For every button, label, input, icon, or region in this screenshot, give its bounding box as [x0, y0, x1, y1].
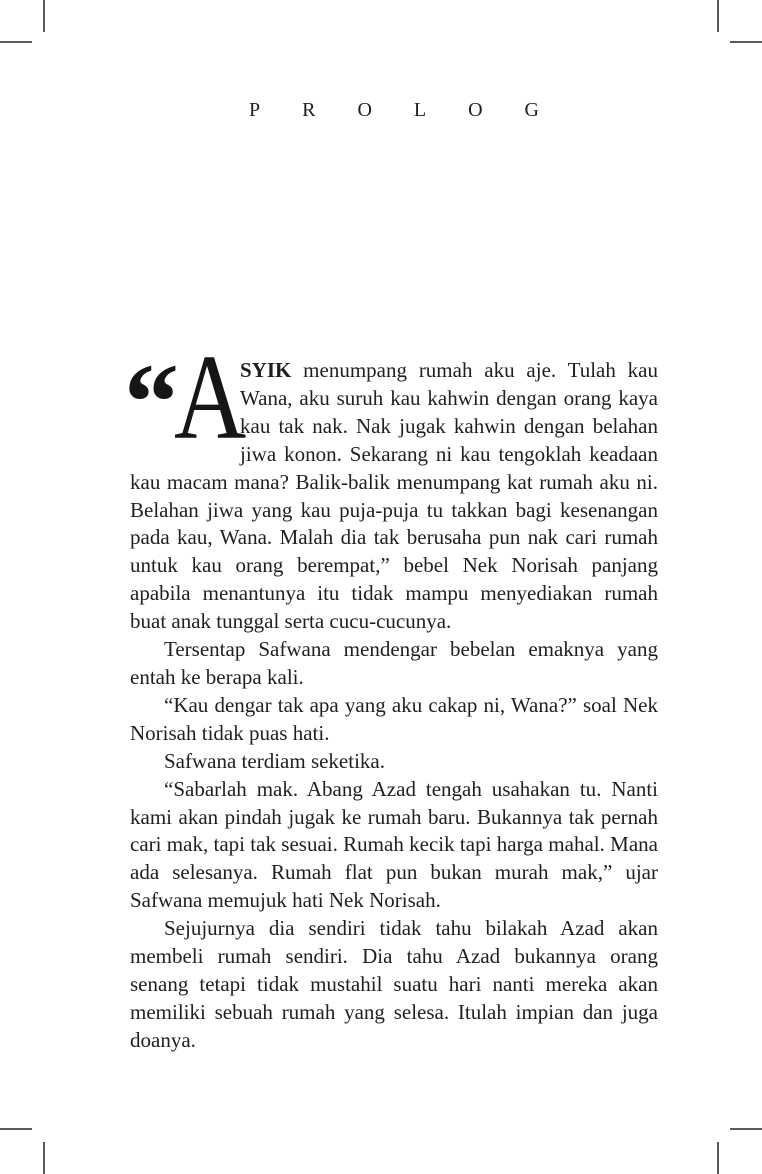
paragraph-sejujurnya: Sejujurnya dia sendiri tidak tahu bilakah Azad akan membeli rumah sendiri. Dia tahu Azad bukannya orang senang tetapi tidak mustahil suatu hari nanti mereka akan memiliki sebuah rumah yang selesa. Itulah impian dan juga doanya. — [130, 916, 658, 1052]
crop-mark-bottom-left-horizontal — [0, 1128, 32, 1130]
lead-word: SYIK — [240, 358, 292, 382]
crop-mark-top-left-horizontal — [0, 41, 32, 43]
crop-mark-top-right-vertical — [717, 0, 719, 32]
drop-cap — [124, 330, 247, 465]
crop-mark-bottom-right-horizontal — [730, 1128, 762, 1130]
drop-cap-letter: A — [174, 330, 247, 465]
paragraph-terdiam: Safwana terdiam seketika. — [164, 748, 385, 773]
crop-mark-bottom-left-vertical — [43, 1142, 45, 1174]
opening-paragraph-text: menumpang rumah aku aje. Tulah kau Wana, aku suruh kau kahwin dengan orang kaya kau tak nak. Nak jugak kahwin dengan belahan jiwa konon. Sekarang ni kau tengoklah keadaan kau macam mana? Balik-balik menumpang kat rumah aku ni. Belahan jiwa yang kau puja-puja tu takkan bagi kesenangan pada kau, Wana. Malah dia tak berusaha pun nak cari rumah untuk kau orang berempat,” bebel Nek Norisah panjang apabila menantunya itu tidak mampu menyediakan rumah buat anak tunggal serta cucu-cucunya. — [130, 358, 658, 634]
crop-mark-top-left-vertical — [43, 0, 45, 32]
crop-mark-top-right-horizontal — [730, 41, 762, 43]
page-title: PROLOG — [248, 99, 581, 121]
paragraph-tersentap: Tersentap Safwana mendengar bebelan emaknya yang entah ke berapa kali. — [130, 637, 658, 689]
paragraph-opening — [124, 330, 658, 636]
paragraph-kau-dengar: “Kau dengar tak apa yang aku cakap ni, Wana?” soal Nek Norisah tidak puas hati. — [130, 692, 658, 745]
opening-quote-mark: “ — [124, 341, 171, 463]
prologue-text — [124, 330, 658, 1055]
crop-mark-bottom-right-vertical — [717, 1142, 719, 1174]
paragraph-sabarlah: “Sabarlah mak. Abang Azad tengah usahakan tu. Nanti kami akan pindah jugak ke rumah baru. Bukannya tak pernah cari mak, tapi tak sesuai. Rumah kecik tapi harga mahal. Mana ada selesanya. Rumah flat pun bukan murah mak,” ujar Safwana memujuk hati Nek Norisah. — [130, 776, 658, 913]
